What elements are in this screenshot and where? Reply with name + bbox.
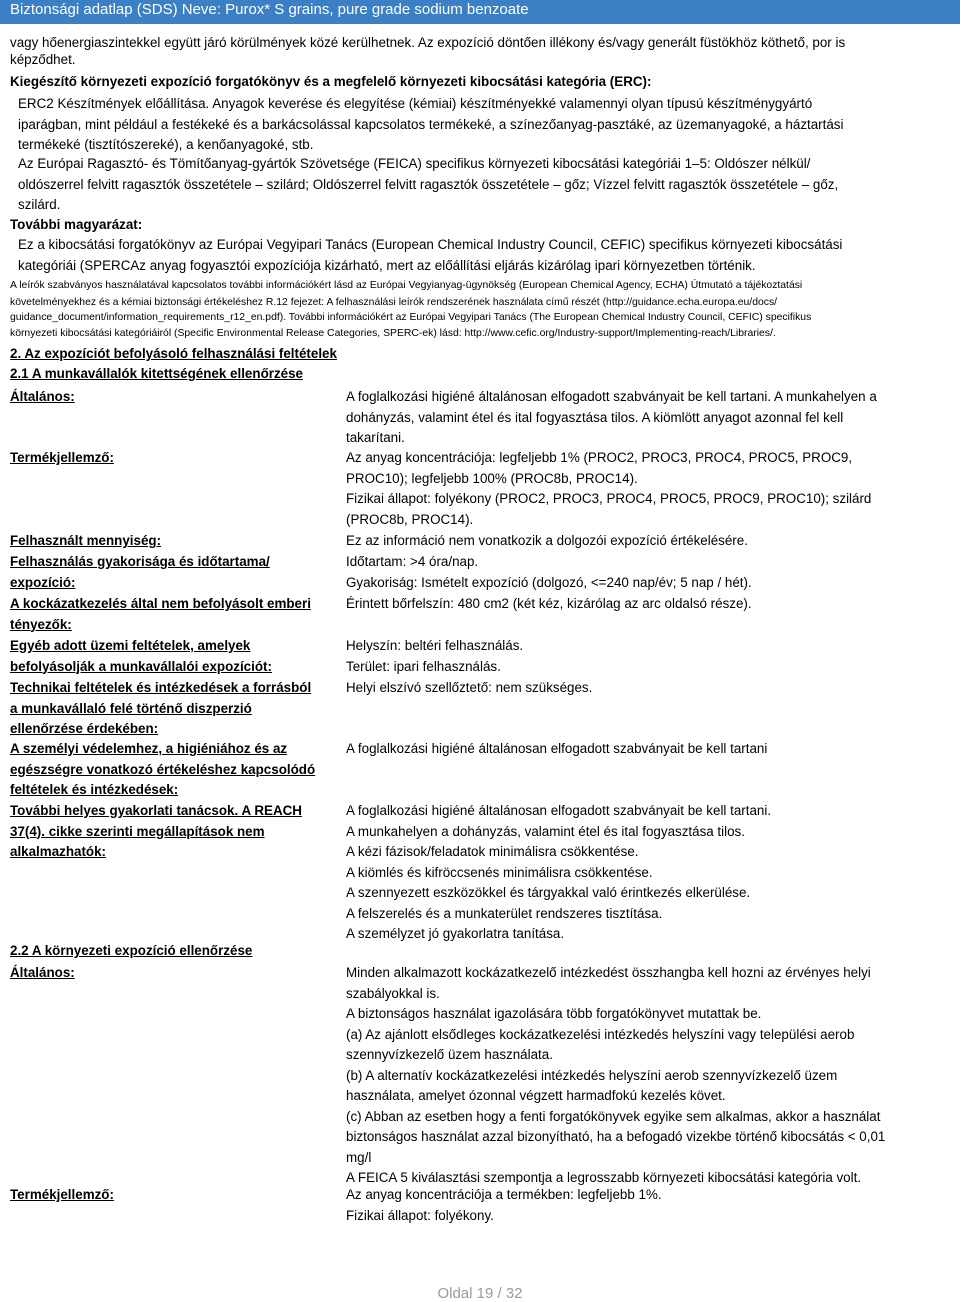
erc-line: iparágban, mint például a festékeké és a barkácsolással kapcsolatos termékeké, a színezőanyag-pasztáké, az üzemanyagoké, a háztartási xyxy=(18,117,844,132)
row-label: Termékjellemző: xyxy=(10,1187,114,1202)
section-2-1-heading: 2.1 A munkavállalók kitettségének ellenőrzése xyxy=(10,366,303,381)
row-label: Általános: xyxy=(10,965,75,980)
section-2-heading: 2. Az expozíciót befolyásoló felhasználási feltételek xyxy=(10,346,337,361)
feica-line: oldószerrel felvitt ragasztók összetétele – szilárd; Oldószerrel felvitt ragasztók összetétele – gőz; Vízzel felvitt ragasztók összetétele – gőz, xyxy=(18,177,839,192)
reference-line: környezeti kibocsátási kategóriáiról (Specific Environmental Release Categories, SPERC-ek) lásd: http://www.cefic.org/Industry-support/Implementing-reach/Libraries/. xyxy=(10,328,776,339)
reference-line: követelményekhez és a kémiai biztonsági értékeléshez R.12 fejezet: A felhasználási leírók rendszerének használata című részét (http://guidance.echa.europa.eu/docs/ xyxy=(10,297,778,308)
row-label: Felhasználás gyakorisága és időtartama/ expozíció: xyxy=(10,554,270,590)
intro-line: vagy hőenergiaszintekkel együtt járó körülmények közé kerülhetnek. Az expozíció döntően illékony és/vagy generált füstökhöz köthető, por is xyxy=(10,35,846,50)
reference-line: A leírók szabványos használatával kapcsolatos további információkért lásd az Európai Vegyianyag-ügynökség (European Chemical Agency, ECHA) Útmutató a tájékoztatási xyxy=(10,280,803,291)
erc-line: termékeké (tisztítószereké), a kenőanyagoké, stb. xyxy=(18,137,314,152)
reference-line: guidance_document/information_requirements_r12_en.pdf). További információkért az Európai Vegyipari Tanács (The European Chemical Industry Council, CEFIC) specifikus xyxy=(10,312,812,323)
further-line: kategóriái (SPERCAz anyag fogyasztói expozíciója kizárható, mert az előállítási eljárás kizárólag ipari környezetben történik. xyxy=(18,258,756,273)
row-value: Az anyag koncentrációja: legfeljebb 1% (PROC2, PROC3, PROC4, PROC5, PROC9, PROC10); legfeljebb 100% (PROC8b, PROC14). Fizikai állapot: folyékony (PROC2, PROC3, PROC4, PROC5, PROC9, PROC10); szilárd (PROC8b, PROC14). xyxy=(346,450,872,527)
row-label: Általános: xyxy=(10,389,75,404)
section-2-2-heading: 2.2 A környezeti expozíció ellenőrzése xyxy=(10,943,253,958)
row-label: A személyi védelemhez, a higiéniához és az egészségre vonatkozó értékeléshez kapcsolódó feltételek és intézkedések: xyxy=(10,741,316,797)
feica-line: szilárd. xyxy=(18,197,61,212)
page-number: Oldal 19 / 32 xyxy=(437,1285,523,1302)
row-value: A foglalkozási higiéné általánosan elfogadott szabványait be kell tartani xyxy=(346,741,768,756)
further-line: Ez a kibocsátási forgatókönyv az Európai Vegyipari Tanács (European Chemical Industry Council, CEFIC) specifikus környezeti kibocsátási xyxy=(18,237,843,252)
erc-heading: Kiegészítő környezeti expozíció forgatókönyv és a megfelelő környezeti kibocsátási kategória (ERC): xyxy=(10,74,652,89)
row-label: Egyéb adott üzemi feltételek, amelyek befolyásolják a munkavállalói expozíciót: xyxy=(10,638,272,674)
row-value: A foglalkozási higiéné általánosan elfogadott szabványait be kell tartani. A munkahelyen a dohányzás, valamint étel és ital fogyasztása tilos. A kiömlött anyagot azonnal fel kell takarítani. xyxy=(346,389,877,445)
row-value: Érintett bőrfelszín: 480 cm2 (két kéz, kizárólag az arc oldalsó része). xyxy=(346,596,752,611)
intro-line: képződhet. xyxy=(10,52,76,67)
row-value: Helyszín: beltéri felhasználás. Terület: ipari felhasználás. xyxy=(346,638,524,674)
row-value: A foglalkozási higiéné általánosan elfogadott szabványait be kell tartani. A munkahelyen a dohányzás, valamint étel és ital fogyasztása tilos. A kézi fázisok/feladatok minimálisra csökkentése. A kiömlés és kifröccsenés minimálisra csökkentése. A szennyezett eszközökkel és tárgyakkal való érintkezés elkerülése. A felszerelés és a munkaterület rendszeres tisztítása. A személyzet jó gyakorlatra tanítása. xyxy=(346,803,772,941)
row-value: Időtartam: >4 óra/nap. Gyakoriság: Ismételt expozíció (dolgozó, <=240 nap/év; 5 nap / hét). xyxy=(346,554,752,590)
row-value: Helyi elszívó szellőztető: nem szükséges. xyxy=(346,680,593,695)
row-label: További helyes gyakorlati tanácsok. A REACH 37(4). cikke szerinti megállapítások nem alkalmazhatók: xyxy=(10,803,302,859)
document-header-bar xyxy=(0,0,960,24)
row-value: Minden alkalmazott kockázatkezelő intézkedést összhangba kell hozni az érvényes helyi szabályokkal is. A biztonságos használat igazolására több forgatókönyvet mutattak be. (a) Az ajánlott elsődleges kockázatkezelési intézkedés helyszíni vagy települési aerob szennyvízkezelő üzem használata. (b) A alternatív kockázatkezelési intézkedés helyszíni aerob szennyvízkezelő üzem használata, amelyet ózonnal végzett harmadfokú kezelés követ. (c) Abban az esetben hogy a fenti forgatókönyvek egyike sem alkalmas, akkor a használat biztonságos használat azzal bizonyítható, ha a befogadó vizekbe történő kibocsátás < 0,01 mg/l A FEICA 5 kiválasztási szempontja a legrosszabb környezeti kibocsátási kategória volt. xyxy=(346,965,886,1185)
row-value: Ez az információ nem vonatkozik a dolgozói expozíció értékelésére. xyxy=(346,533,748,548)
row-label: Termékjellemző: xyxy=(10,450,114,465)
row-label: A kockázatkezelés által nem befolyásolt emberi tényezők: xyxy=(10,596,311,632)
feica-line: Az Európai Ragasztó- és Tömítőanyag-gyártók Szövetsége (FEICA) specifikus környezeti kibocsátási kategóriái 1–5: Oldószer nélkül/ xyxy=(18,156,811,171)
further-heading: További magyarázat: xyxy=(10,217,143,232)
row-label: Technikai feltételek és intézkedések a forrásból a munkavállaló felé történő diszperzió ellenőrzése érdekében: xyxy=(10,680,312,736)
document-title: Biztonsági adatlap (SDS) Neve: Purox* S grains, pure grade sodium benzoate xyxy=(10,1,529,18)
erc-line: ERC2 Készítmények előállítása. Anyagok keverése és elegyítése (kémiai) készítményekké valamennyi olyan típusú készítménygyártó xyxy=(18,96,813,111)
row-value: Az anyag koncentrációja a termékben: legfeljebb 1%. Fizikai állapot: folyékony. xyxy=(346,1187,662,1223)
row-label: Felhasznált mennyiség: xyxy=(10,533,162,548)
